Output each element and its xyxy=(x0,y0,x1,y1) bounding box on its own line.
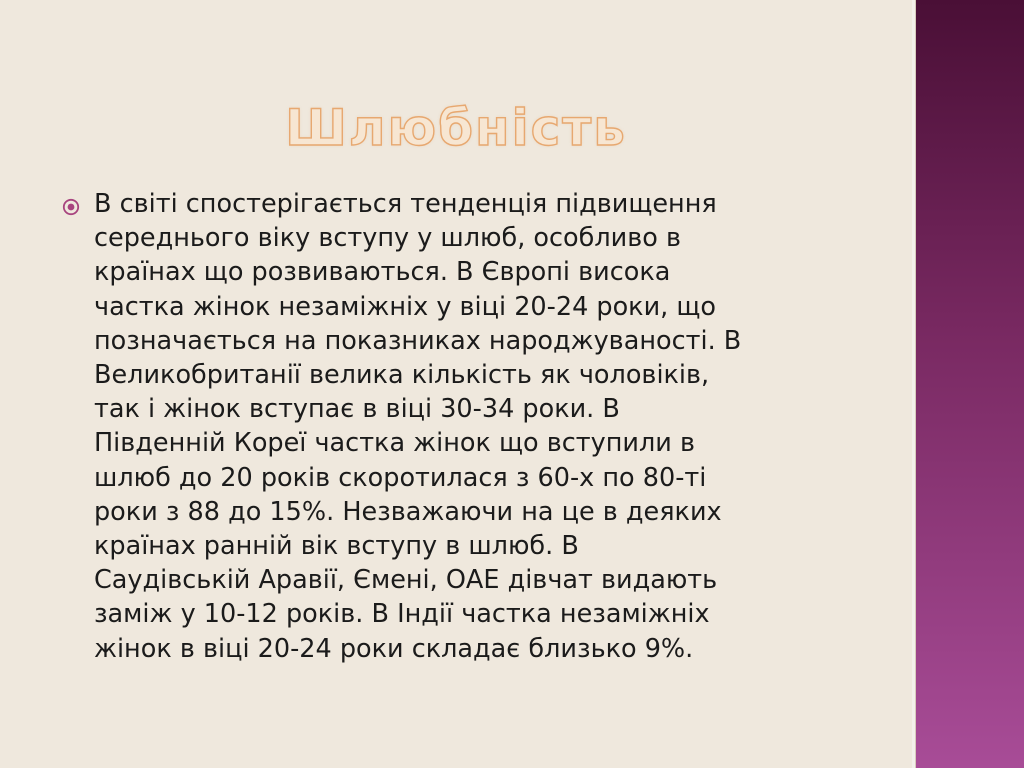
bullet-text xyxy=(94,187,864,666)
bullet-text-line: країнах ранній вік вступу в шлюб. В xyxy=(94,531,579,562)
bullet-text-line: Великобританії велика кількість як чоловіків, xyxy=(94,360,710,391)
bullet-text-line: так і жінок вступає в віці 30-34 роки. В xyxy=(94,394,620,425)
bullet-text-line: країнах що розвиваються. В Європі висока xyxy=(94,257,671,288)
bullet-text-line: позначається на показниках народжуваності. В xyxy=(94,325,742,356)
decorative-side-bar xyxy=(912,0,1024,768)
bullet-text-line: жінок в віці 20-24 роки складає близько 9%. xyxy=(94,633,694,664)
bullet-text-line: середнього віку вступу у шлюб, особливо в xyxy=(94,223,682,254)
bullet-text-line: частка жінок незаміжніх у віці 20-24 роки, що xyxy=(94,291,716,322)
bullet-text-line: В світі спостерігається тенденція підвищення xyxy=(94,189,717,219)
bullet-text-line: заміж у 10-12 років. В Індії частка незаміжніх xyxy=(94,599,710,630)
side-bar-divider xyxy=(912,0,915,768)
circled-dot-bullet-icon xyxy=(62,198,80,216)
bullet-text-line: роки з 88 до 15%. Незважаючи на це в деяких xyxy=(94,496,722,527)
slide-title: Шлюбність xyxy=(285,99,627,157)
bullet-text-line: Саудівській Аравії, Ємені, ОАЕ дівчат видають xyxy=(94,565,718,596)
bullet-text-line: шлюб до 20 років скоротилася з 60-х по 80-ті xyxy=(94,462,707,493)
bullet-text-line: Південній Кореї частка жінок що вступили в xyxy=(94,428,695,459)
